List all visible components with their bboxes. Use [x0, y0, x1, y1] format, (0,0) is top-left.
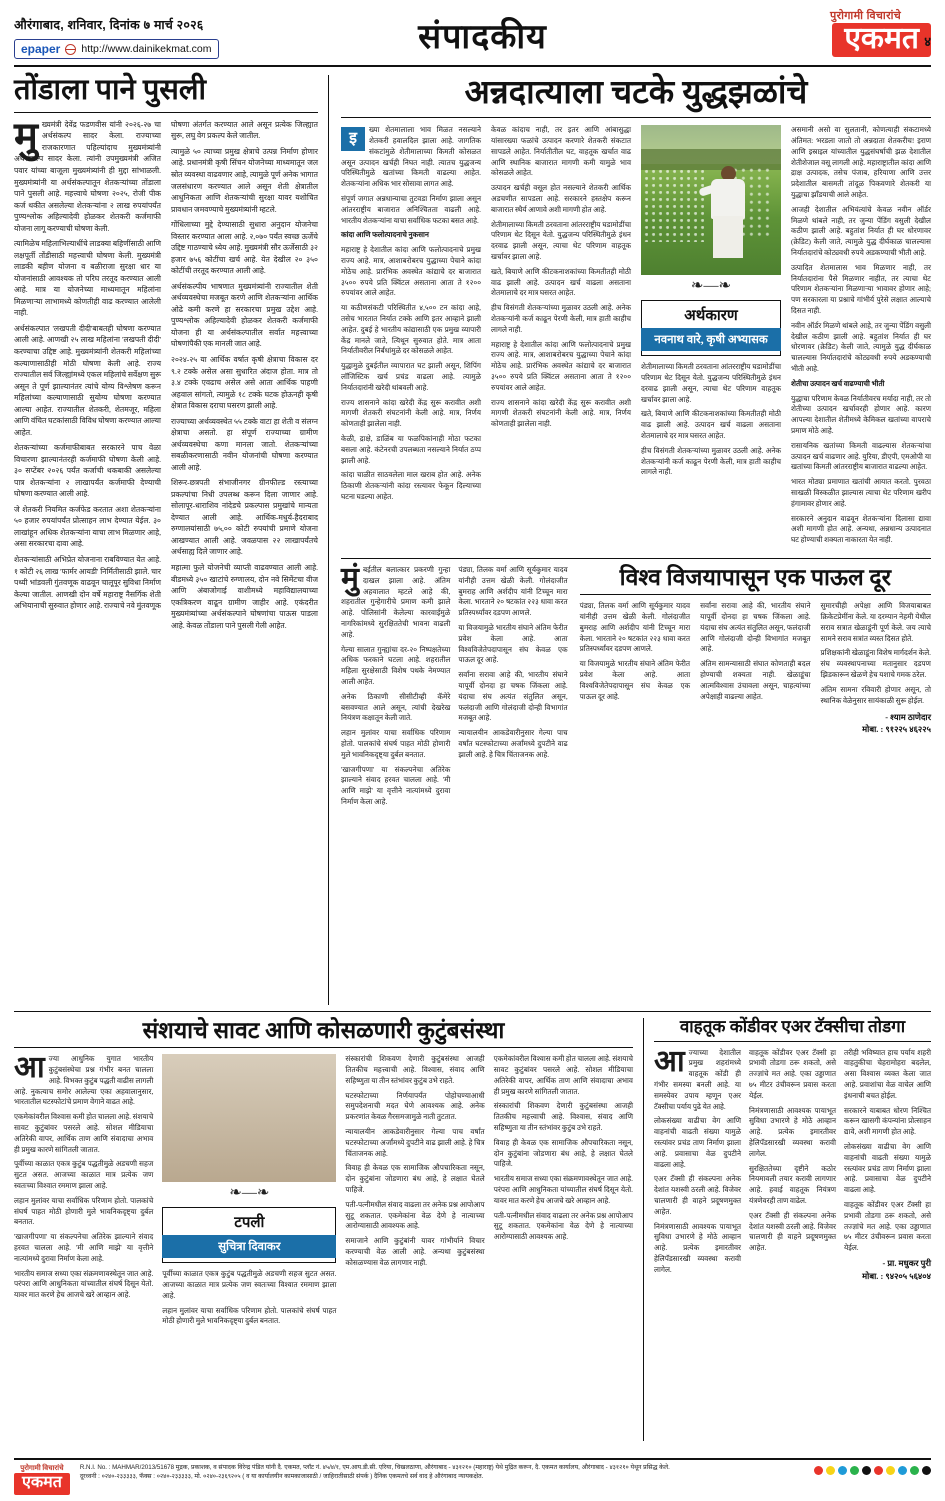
footer-imprint — [80, 1464, 804, 1482]
dropcap: मु — [14, 113, 38, 159]
paragraph: वाहतूक कोंडीवर एअर टॅक्सी हा प्रभावी तोडगा ठरू शकतो, असे तज्ज्ञांचे मत आहे. एका उड्डाणात ७५ मीटर उंचीवरून प्रवास करता येईल. — [749, 1047, 836, 1100]
paragraph: सर्वांना सरावा आहे की, भारतीय संघाने यापूर्वी दोनदा हा चषक जिंकला आहे. यंदाचा संघ अत्यंत संतुलित असून, फलंदाजी आणि गोलंदाजी दोन्ही विभागांत मजबूत आहे. — [700, 601, 811, 654]
paragraph: भारतीय समाज सध्या एका संक्रमणावस्थेतून जात आहे. परंपरा आणि आधुनिकता यांच्यातील संघर्ष दिसून येतो. यावर मात करणे हेच आजचे खरे आव्हान आहे. — [493, 1174, 633, 1205]
bl-col-3 — [345, 1054, 484, 1331]
left-article-headline: तोंडाला पाने पुसली — [14, 75, 318, 113]
paragraph: २०२४-२५ या आर्थिक वर्षात कृषी क्षेत्राचा विकास दर ९.२ टक्के असेल असा सुधारित अंदाज होता. मात्र तो ३.४ टक्के एवढाच असेल असे आता आर्थिक पाहणी अहवाल सांगतो, त्यामुळे १८ टक्के घटक होऊनही कृषी क्षेत्रात विकास दराचा घसरण झाली आहे. — [171, 354, 318, 411]
paragraph: युद्धामुळे दुबईतील व्यापारात घट झाली असून, शिपिंग लॉजिस्टिक खर्च प्रचंड वाढला आहे. त्यामुळे निर्यातदारांनी खरेदी थांबवली आहे. — [341, 361, 481, 392]
paragraph: पंड्या, तिलक वर्मा आणि सूर्यकुमार यादव यांनीही उत्तम खेळी केली. गोलंदाजीत बुमराह आणि अर्शदीप यांनी टिच्चून मारा केला. भारताने २० षटकांत २२३ धावा करत प्रतिस्पर्ध्यांवर दडपण आणले. — [458, 564, 568, 618]
epaper-label: epaper — [21, 42, 61, 56]
section-title: संपादकीय — [418, 19, 547, 56]
paragraph: गेल्या सालात गुन्ह्यांचा दर-२० निष्पक्षतेच्या अधिक फरकाने घटला आहे. शहरातील महिला सुरक्षेसाठी विशेष पथके नेमण्यात आली आहेत. — [341, 644, 451, 686]
br-col-3 — [844, 1048, 931, 1284]
br-col-2 — [749, 1048, 836, 1284]
masthead-left — [14, 10, 264, 59]
paragraph: ख्या शेतमालाला भाव मिळत नसल्याने शेतकरी हवालदिल झाला आहे. जागतिक संकटांमुळे शेतीमालाच्या किमती कोसळत असून उत्पादन खर्चही निघत नाही. त्यातच युद्धजन्य परिस्थितीमुळे खतांच्या किमती वाढल्या आहेत. शेतकऱ्यांना अधिक भार सोसावा लागत आहे. — [341, 125, 481, 189]
paragraph: उत्पादन खर्चही वसूल होत नसल्याने शेतकरी आर्थिक अडचणीत सापडला आहे. सरकारने हस्तक्षेप करून बाजारात स्थैर्य आणावे अशी मागणी होत आहे. — [491, 183, 631, 214]
bottom-right-article — [644, 1018, 931, 1441]
paragraph: सरकारने अनुदान वाढवून शेतकऱ्यांना दिलासा द्यावा अशी मागणी होत आहे. अन्यथा, अन्नधान्य उत्पादनात घट होण्याची शक्यता नाकारता येत नाही. — [791, 513, 931, 545]
bottom-left-headline: संशयाचे सावट आणि कोसळणारी कुटुंबसंस्था — [14, 1018, 633, 1048]
author-name: नवनाथ वारे, कृषी अभ्यासक — [641, 328, 781, 351]
paragraph: पूर्वीच्या काळात एकत्र कुटुंब पद्धतीमुळे अडचणी सहज सुटत असत. आजच्या काळात मात्र प्रत्येक जण स्वतःच्या विश्वात रममाण झाला आहे. — [162, 1269, 337, 1300]
main-col-3 — [641, 125, 781, 550]
farmer-legs — [713, 216, 743, 258]
epaper-url: http://www.dainikekmat.com — [81, 43, 212, 55]
paragraph: समाजाने आणि कुटुंबांनी यावर गांभीर्याने विचार करण्याची वेळ आली आहे. अन्यथा कुटुंबसंस्था कोसळण्यास वेळ लागणार नाही. — [345, 1236, 485, 1267]
paragraph: युद्धाचा परिणाम केवळ निर्यातीवरच मर्यादा नाही, तर तो शेतीच्या उत्पादन खर्चावरही होणार आहे. कारण आपल्या देशातील शेतीमध्ये केमिकल खतांच्या वापराचे प्रमाण मोठे आहे. — [791, 393, 931, 436]
paragraph: सरकारने याबाबत धोरण निश्चित करून खासगी कंपन्यांना प्रोत्साहन द्यावे, अशी मागणी होत आहे. — [844, 1105, 931, 1137]
paragraph: एकमेकांवरील विश्वास कमी होत चालला आहे. संशयाचे सावट कुटुंबांवर पसरले आहे. सोशल मीडियाचा अतिरेकी वापर, आर्थिक ताण आणि संवादाचा अभाव ही प्रमुख कारणे सांगितली जातात. — [493, 1054, 633, 1096]
paragraph: हीच विसंगती शेतकऱ्यांच्या मुळावर उठली आहे. अनेक शेतकऱ्यांनी कर्ज काढून पेरणी केली, मात्र हाती काहीच लागले नाही. — [491, 303, 631, 334]
dropcap: मुं — [341, 561, 359, 595]
paragraph: संस्कारांची शिकवण देणारी कुटुंबसंस्था आजही तितकीच महत्त्वाची आहे. विश्वास, संवाद आणि सहिष्णुता या तीन स्तंभांवर कुटुंब उभे राहते. — [345, 1054, 485, 1085]
paragraph: हीच विसंगती शेतकऱ्यांच्या मुळावर उठली आहे. अनेक शेतकऱ्यांनी कर्ज काढून पेरणी केली, मात्र हाती काहीच लागले नाही. — [641, 445, 781, 477]
bottom-right-sign — [844, 1258, 931, 1283]
paragraph: पती-पत्नीमधील संवाद वाढला तर अनेक प्रश्न आपोआप सुटू शकतात. एकमेकांना वेळ देणे हे नात्याच्या आरोग्यासाठी आवश्यक आहे. — [493, 1210, 633, 1242]
secondary-right-columns — [580, 601, 931, 708]
paragraph: घटस्फोटाच्या निर्णयापर्यंत पोहोचण्याआधी समुपदेशनाची मदत घेणे आवश्यक आहे. अनेक प्रकरणांत केवळ गैरसमजामुळे नाती तुटतात. — [345, 1090, 485, 1122]
paragraph: अर्थसंकल्पात 'लखपती दीदी'बाबतही घोषणा करण्यात आली आहे. आणखी २५ लाख महिलांना 'लखपती दीदी' करण्याचा उद्दिष्ट आहे. मुख्यमंत्र्यांनी शेतकरी महिलांच्या कल्याणासाठीही मोठी घोषणा केली आहे. राज्य राज्यातील सर्व जिल्ह्यांमध्ये एकल महिलांचे सर्वेक्षण सुरू असून ते पूर्ण झाल्यानंतर त्यांचे योग्य विश्लेषण करून महिलांच्या कल्याणासाठी सुयोग्य घोषणा करण्यात आल्या आहेत. राज्यातील शेतकरी, शेतमजूर, महिला आणि वंचित घटकांसाठी विविध घोषणा करण्यात आल्या आहेत. — [14, 323, 161, 437]
secondary-left-article — [341, 561, 568, 812]
paragraph: अनेक ठिकाणी सीसीटीव्ही कॅमेरे बसवण्यात आले असून, त्यांची देखरेख नियंत्रण कक्षातून केली जाते. — [341, 691, 451, 723]
paragraph: 'खाजगीपणा' या संकल्पनेचा अतिरेक झाल्याने संवाद हरवत चालला आहे. 'मी आणि माझे' या वृत्तीने नात्यांमध्ये दुरावा निर्माण केला आहे. — [14, 1232, 154, 1263]
bottom-right-headline: वाहतूक कोंडीवर एअर टॅक्सीचा तोडगा — [654, 1018, 931, 1042]
paragraph: लोकसंख्या वाढीचा वेग आणि वाहनांची वाढती संख्या यामुळे रस्त्यांवर प्रचंड ताण निर्माण झाला आहे. प्रवासाचा वेळ दुपटीने वाढला आहे. — [844, 1142, 931, 1195]
paragraph: कांदा चाळीत साठवलेला माल खराब होत आहे. अनेक ठिकाणी शेतकऱ्यांनी कांदा रस्त्यावर फेकून दिल्याच्या घटना घडल्या आहेत. — [341, 470, 481, 501]
paragraph: खते, बियाणे आणि कीटकनाशकांच्या किमतीतही मोठी वाढ झाली आहे. उत्पादन खर्च वाढला असताना शेतमालाचे दर मात्र घसरत आहेत. — [491, 266, 631, 298]
author-name: सुचित्रा दिवाकर — [162, 1235, 336, 1258]
paragraph: अंतिम सामना रविवारी होणार असून, तो स्थानिक वेळेनुसार सायंकाळी सुरू होईल. — [820, 684, 931, 705]
paragraph: नवीन ऑर्डर मिळणे थांबले आहे, तर जुन्या पेंडिंग वसुली देखील कठीण झाली आहे. बहुतांश निर्यात ही घर धोरणावर (क्रेडिट) केली जाते, त्यामुळे युद्ध दीर्घकाळ चालल्यास निर्यातदारांचे कोट्यवधी रुपये अडकण्याची भीती आहे. — [791, 320, 931, 374]
article-photo — [641, 125, 781, 275]
sign-contact: मोबा. : ९१२२५ ४६२२५ — [862, 725, 931, 735]
footer-line-2: दूरध्वनी : ०२४०-२३३३३३, फॅक्स : ०२४०-२३३३३३, मो. ०२४०-२३६९२०५ ( व या कार्यालयीन कामकाजासाठी / जाहिरातीसाठी संपर्क ) दैनिक एकमतचे सर्व वाद हे औरंगाबाद न्यायकक्षेत. — [79, 1473, 484, 1481]
masthead-tagline: पुरोगामी विचारांचे — [830, 10, 901, 22]
paragraph: शिरूर-छत्रपती संभाजीनगर ग्रीनफील्ड रस्त्याच्या प्रकल्पांचा निधी उपलब्ध करून दिला जाणार आहे. सोलापूर-धाराशिव नांदेडचे प्रकल्पास प्रमुखांचे मान्यता देण्यात आली आहे. आर्थिक-मधुर्य-हैदराबाद रुग्णालयांसाठी ७५,०० कोटी रुपयांची प्रमाणे योजना आखण्यात आली आहे. जवळपास २२ लाखापर्यंतचे अर्थसाह्य दिले जाणार आहे. — [171, 478, 318, 557]
paragraph: महाराष्ट्र हे देशातील कांदा आणि फलोत्पादनाचे प्रमुख राज्य आहे. मात्र, आशाबरोबरच युद्धाच्या पेचाने कांदा मोठेच आहे. प्रारंभिक अवस्थेत कांद्याचे दर बाजारात ३५०० रुपये प्रति क्विंटल असताना आता ते १२०० रुपयांवर आले आहेत. — [341, 245, 481, 298]
paragraph: आज्याच्या देशातील प्रमुख शहरांमध्ये वाहतूक कोंडी ही गंभीर समस्या बनली आहे. या समस्येवर उपाय म्हणून एअर टॅक्सीचा पर्याय पुढे येत आहे. — [654, 1044, 741, 1111]
photo-farmer — [703, 166, 757, 258]
main-col-4 — [791, 125, 931, 550]
paragraph: लोकसंख्या वाढीचा वेग आणि वाहनांची वाढती संख्या यामुळे रस्त्यांवर प्रचंड ताण निर्माण झाला आहे. प्रवासाचा वेळ दुपटीने वाढला आहे. — [654, 1116, 741, 1169]
bl-col-1 — [14, 1051, 154, 1331]
paragraph: न्यायालयीन आकडेवारीनुसार गेल्या पाच वर्षांत घटस्फोटाच्या अर्जांमध्ये दुपटीने वाढ झाली आहे. हे चित्र चिंताजनक आहे. — [458, 728, 568, 759]
paragraph: भारतीय समाज सध्या एका संक्रमणावस्थेतून जात आहे. परंपरा आणि आधुनिकता यांच्यातील संघर्ष दिसून येतो. यावर मात करणे हेच आजचे खरे आव्हान आहे. — [14, 1268, 154, 1300]
paragraph: रासायनिक खतांच्या किमती वाढल्यास शेतकऱ्यांचा उत्पादन खर्च वाढणार आहे. युरिया, डीएपी, एमओपी या खतांच्या किमती आंतरराष्ट्रीय बाजारात वाढल्या आहेत. — [791, 440, 931, 472]
footer-logo: एकमत — [14, 1473, 70, 1495]
paragraph: असमानी असो वा सुलतानी, कोणत्याही संकटामध्ये अंतिमत: भरडला जातो तो अन्नदाता शेतकरीच! इराण आणि इस्राइल यांच्यातील युद्धसंघर्षाची झळ देशातील शेतीशेजाल वसू लागली आहे. महाराष्ट्रातील कांदा आणि द्राक्ष उत्पादक, तसेच पंजाब, हरियाणा आणि उत्तर प्रदेशातील बासमती तांदूळ पिकवणारे शेतकरी या युद्धाचा झाँडयाची आले आहेत. — [791, 125, 931, 200]
paragraph: जे शेतकरी नियमित कर्जफेड करतात अशा शेतकऱ्यांना ५० हजार रुपयांपर्यंत प्रोत्साहन लाभ देण्यात येईल. ३० लाखांहून अधिक शेतकऱ्यांना याचा लाभ मिळणार आहे, असा सरकारचा दावा आहे. — [14, 504, 161, 549]
sub-heading: कांदा आणि फलोत्पादनाचे नुकसान — [341, 230, 429, 240]
bottom-right-columns — [654, 1044, 931, 1284]
footer-logo-tagline: पुरोगामी विचारांचे — [20, 1464, 64, 1473]
paragraph: पती-पत्नीमधील संवाद वाढला तर अनेक प्रश्न आपोआप सुटू शकतात. एकमेकांना वेळ देणे हे नात्याच्या आरोग्यासाठी आवश्यक आहे. — [345, 1199, 485, 1231]
author-box-title: टपली — [234, 1215, 265, 1232]
paragraph: अंतिम सामन्यासाठी संघात कोणताही बदल होण्याची शक्यता नाही. खेळाडूंचा आत्मविश्वास उंचावला असून, चाहत्यांच्या अपेक्षाही वाढल्या आहेत. — [700, 659, 811, 701]
main-body — [14, 75, 931, 1005]
paragraph: सर्वांना सरावा आहे की, भारतीय संघाने यापूर्वी दोनदा हा चषक जिंकला आहे. यंदाचा संघ अत्यंत संतुलित असून, फलंदाजी आणि गोलंदाजी दोन्ही विभागांत मजबूत आहे. — [458, 670, 568, 723]
paragraph: केळी, द्राक्षे, डाळिंब या फळपिकांनाही मोठा फटका बसला आहे. कंटेनरची उपलब्धता नसल्याने निर्यात ठप्प झाली आहे. — [341, 434, 481, 465]
dropcap: आ — [654, 1044, 685, 1078]
author-box-title: अर्थकारण — [684, 308, 738, 325]
paragraph: या विजयामुळे भारतीय संघाने अंतिम फेरीत प्रवेश केला आहे. आता विश्वविजेतेपदापासून संघ केवळ एक पाऊल दूर आहे. — [579, 659, 691, 701]
secondary-right-article — [580, 565, 931, 812]
paragraph: सुमारचीही अपेक्षा आणि विजयाबाबत क्रिकेटप्रेमींना केले. या दरम्यान नेहमी येथील सराव सत्रात खेळाडूंनी पूर्ण केले. जय त्याचे सामने सराव सत्रांत व्यस्त दिसत होते. — [820, 601, 931, 643]
footer-line-1: R.N.I. No. : MAHMAR/2013/51678 मुद्रक, प्रकाशक, व संपादक विरेन्द्र पंडित यांनी दै. एकमत, प्लॉट नं. ४५/४/१, एम.आय.डी.सी. एरिया, चिखलठाणा, औरंगाबाद - ४३१२१० (महाराष्ट्र) येथे मुद्रित करून, दै. एकमत कार्यालय, औरंगाबाद - ४३१२१० येथून प्रसिद्ध केले. — [79, 1464, 670, 1472]
photo-background — [162, 1054, 336, 1182]
paragraph: उत्पादित शेतमालास भाव मिळणार नाही, तर निर्यातदारांना पैसे मिळणार नाहीत, तर त्याचा थेट परिणाम शेतकऱ्यांना मिळणाऱ्या भावावर होणार आहे; पण सरकारला या प्रश्नाचे गांभीर्य पुरेसे लक्षात आल्याचे दिसत नाही. — [791, 262, 931, 316]
masthead-right — [701, 10, 931, 57]
ornament: ❧—❧ — [229, 1185, 270, 1202]
paragraph: आजही देशातील अभियंत्यांचे केवळ नवीन ऑर्डर मिळणे थांबले नाही, तर जुन्या पेंडिंग वसुली देखील कठीण झाली आहे. बहुतांश निर्यात ही घर धोरणावर (क्रेडिट) केली जाते, त्यामुळे युद्ध दीर्घकाळ चालल्यास निर्यातदारांचे कोट्यवधी रुपये अडकण्याची भीती आहे. — [791, 204, 931, 258]
paragraph: खते, बियाणे आणि कीटकनाशकांच्या किमतीतही मोठी वाढ झाली आहे. उत्पादन खर्च वाढला असताना शेतमालाचे दर मात्र घसरत आहेत. — [641, 409, 781, 441]
main-article — [329, 75, 931, 1005]
paragraph: प्रशिक्षकांनी खेळाडूंना विशेष मार्गदर्शन केले. संघ व्यवस्थापनाच्या मतानुसार दडपण झिडकारून खेळणे हेच यशाचे गमक ठरेल. — [820, 648, 931, 680]
paragraph: वाहतूक कोंडीवर एअर टॅक्सी हा प्रभावी तोडगा ठरू शकतो, असे तज्ज्ञांचे मत आहे. एका उड्डाणात ७५ मीटर उंचीवरून प्रवास करता येईल. — [844, 1200, 931, 1253]
paragraph: केवळ कांदाच नाही, तर इतर आणि आंबासुद्धा यांसारख्या फळांचे उत्पादन करणारे शेतकरी संकटात सापडले आहेत. निर्यातीतील घट, वाहतूक खर्चात वाढ आणि स्थानिक बाजारात मागणी कमी यामुळे भाव कोसळले आहेत. — [491, 125, 631, 178]
divider — [341, 558, 931, 559]
paragraph: निमंत्रणासाठी आवश्यक पायाभूत सुविधा उभारणे हे मोठे आव्हान आहे. प्रत्येक इमारतीवर हेलिपॅडसारखी व्यवस्था करावी लागेल. — [749, 1105, 836, 1158]
group-photo — [162, 1054, 336, 1182]
masthead — [14, 10, 931, 67]
paragraph: लहान मुलांवर याचा सर्वाधिक परिणाम होतो. पालकांचे संघर्ष पाहत मोठी होणारी मुले भावनिकदृष्ट्या दुर्बल बनतात. — [162, 1305, 337, 1326]
secondary-sign — [580, 712, 931, 737]
paragraph: त्यामिळेच महिलाभिल्याधींचे लाडक्या बहिणींसाठी आणि लक्षपूर्ती तोंडीसाठी महत्त्वाची घोषणा केली. मुख्यमंत्री लाडकी बहीण योजना व बळीराजा सुरक्षा धार या योजनांसाठी आवश्यक तो परिघ तरतूद करण्यात आली आहे. मात्र या योजनेच्या माध्यमातून महिलांना मिळणाऱ्या लाभामध्ये कोणतीही वाढ करण्यात आलेली नाही. — [14, 239, 161, 318]
globe-icon — [65, 44, 76, 55]
paragraph: संपूर्ण जगात अन्नधान्याचा तुटवडा निर्माण झाला असून आंतरराष्ट्रीय बाजारात अनिश्चितता वाढली आहे. भारतीय शेतकऱ्यांना याचा सर्वाधिक फटका बसत आहे. — [341, 194, 481, 225]
main-article-columns — [341, 125, 931, 550]
paragraph: राज्य शासनाने कांदा खरेदी केंद्र सुरू करावीत अशी मागणी शेतकरी संघटनांनी केली आहे. मात्र, निर्णय कोणताही झालेला नाही. — [491, 397, 631, 429]
paragraph: न्यायालयीन आकडेवारीनुसार गेल्या पाच वर्षांत घटस्फोटाच्या अर्जांमध्ये दुपटीने वाढ झाली आहे. हे चित्र चिंताजनक आहे. — [345, 1127, 485, 1158]
paragraph: मुंबईतील बलात्कार प्रकरणी गुन्हा दाखल झाला आहे. अंतिम अहवालात म्हटले आहे की, शहरातील गुन्हेगारीचे प्रमाण कमी झाले आहे. पोलिसांनी केलेल्या कारवाईमुळे नागरिकांमध्ये सुरक्षिततेची भावना वाढली आहे. — [341, 561, 451, 639]
secondary-row — [341, 561, 931, 812]
paragraph: तरीही भविष्यात हाच पर्याय शहरी वाहतुकीचा चेहरामोहरा बदलेल, असा विश्वास व्यक्त केला जात आहे. प्रवाशांचा वेळ वाचेल आणि इंधनाची बचत होईल. — [844, 1047, 931, 1100]
paragraph: गोंधिलाच्या मुद्दे देण्यासाठी सुधारा अनुदान योजनेचा विस्तार करण्यात आला आहे. २,०७० पर्यंत स्वच्छ ऊर्जेचे उद्दिष्ट गाठण्याचे ध्येय आहे. मुख्यमंत्री सौर ऊर्जेसाठी ३२ हजार ७५६ कोटींचा खर्च आहे. येत देखील २० ३५० कोटींची तरतूद करण्यात आली आहे. — [171, 220, 318, 276]
bottom-left-article — [14, 1018, 644, 1441]
paragraph: निमंत्रणासाठी आवश्यक पायाभूत सुविधा उभारणे हे मोठे आव्हान आहे. प्रत्येक इमारतीवर हेलिपॅडसारखी व्यवस्था करावी लागेल. — [654, 1221, 741, 1274]
masthead-logo: एकमत — [832, 23, 931, 57]
paragraph: शेतीमालाच्या किमती ठरवताना आंतरराष्ट्रीय घडामोडींचा परिणाम थेट दिसून येतो. युद्धजन्य परिस्थितीमुळे इंधन दरवाढ झाली असून, त्याचा थेट परिणाम वाहतूक खर्चावर झाला आहे. — [641, 362, 781, 404]
epaper-link[interactable] — [14, 39, 219, 59]
sub-heading: शेतीचा उत्पादन खर्च वाढण्याची भीती — [791, 378, 885, 388]
bl-col-2 — [162, 1054, 336, 1331]
paragraph: त्यामुळे ५० त्याच्या प्रमुख क्षेत्राचे उत्पन्न निर्माण होणार आहे. प्रधानमंत्री कृषी सिंचन योजनेच्या माध्यमातून जल स्रोत व्यवस्था वाढवणार आहे, त्यामुळे पूर्ण अनेक भागात जलसंधारण करण्यात आले असून शेती क्षेत्रातील आधुनिकता आणि शेतकऱ्यांची सुरक्षा यावर यशोचित प्रावधान जमवण्याचे मुख्यमंत्र्यांनी म्हटले. — [171, 146, 318, 214]
paragraph: भारत मोठ्या प्रमाणात खतांची आयात करतो. पुरवठा साखळी विस्कळीत झाल्यास त्याचा थेट परिणाम खरीप हंगामावर होणार आहे. — [791, 477, 931, 508]
paragraph: एअर टॅक्सी ही संकल्पना अनेक देशांत यशस्वी ठरली आहे. विजेवर चालणारी ही वाहने प्रदूषणमुक्त आहेत. — [749, 1210, 836, 1253]
left-article-columns — [14, 113, 318, 631]
paragraph: विवाह ही केवळ एक सामाजिक औपचारिकता नसून, दोन कुटुंबांना जोडणारा बंध आहे, हे लक्षात घेतले पाहिजे. — [345, 1163, 485, 1195]
paragraph: संस्कारांची शिकवण देणारी कुटुंबसंस्था आजही तितकीच महत्त्वाची आहे. विश्वास, संवाद आणि सहिष्णुता या तीन स्तंभांवर कुटुंब उभे राहते. — [493, 1101, 633, 1133]
photo-spray-left — [641, 170, 705, 242]
dropcap-badge: इ — [341, 127, 365, 151]
paragraph: शेतकऱ्यांसाठी अभिप्रेत योजनाना राबविण्यात येत आहे. १ कोटी २६ लाख 'फार्मर आयडी' निर्मितीसाठी झाले. चार पथ्यी भांडवली गुंतवणूक वाढवून चालूपूर सुविधा निर्माण केल्या जातील. आणखी दोन वर्षे महाराष्ट्र नैसर्गिक शेती अभियानाची सुरुवात होणार आहे. राज्याचे नवे मुंतवणूक घोषणा अंतर्गत करण्यात आले असून प्रत्येक जिल्ह्यात सुरू, लघु वेग प्रकल्प केले जातील. — [14, 119, 318, 611]
paragraph: मुख्यमंत्री देवेंद्र फडणवीस यांनी २०२६-२७ चा अर्थसंकल्प सादर केला. राज्याच्या राजकारणात पहिल्यांदाच मुख्यमंत्र्यांनी अर्थसंकल्प सादर केला. त्यांनी उपमुख्यमंत्री अजित पवार यांच्या बाजूला मुख्यमंत्र्यांनी ही मुद्दा सांभाळली. मुख्यमंत्र्यांनी या अर्थसंकल्पातून शेतकऱ्यांच्या तोंडाला पाने पुसली आहे. महत्त्वाचे घोषणा २०२५, रोजी पीक कर्ज थकीत असलेल्या शेतकऱ्यांना २ लाख रुपयांपर्यंत पुण्यश्लोक अहिल्यादेवी होळकर शेतकरी कर्जमाफी योजना लागू करण्याची घोषणा केली. — [14, 113, 161, 233]
paragraph: एअर टॅक्सी ही संकल्पना अनेक देशांत यशस्वी ठरली आहे. विजेवर चालणारी ही वाहने प्रदूषणमुक्त आहेत. — [654, 1174, 741, 1216]
paragraph: लहान मुलांवर याचा सर्वाधिक परिणाम होतो. पालकांचे संघर्ष पाहत मोठी होणारी मुले भावनिकदृष्ट्या दुर्बल बनतात. — [341, 728, 451, 759]
paragraph: महाराष्ट्र हे देशातील कांदा आणि फलोत्पादनाचे प्रमुख राज्य आहे. मात्र, आशाबरोबरच युद्धाच्या पेचाने कांदा मोठेच आहे. प्रारंभिक अवस्थेत कांद्याचे दर बाजारात ३५०० रुपये प्रति क्विंटल असताना आता ते १२०० रुपयांवर आले आहेत. — [491, 339, 631, 392]
paragraph: या विजयामुळे भारतीय संघाने अंतिम फेरीत प्रवेश केला आहे. आता विश्वविजेतेपदापासून संघ केवळ एक पाऊल दूर आहे. — [458, 622, 568, 665]
paragraph: महात्मा फुले योजनेची व्याप्ती वाढवण्यात आली आहे. बीडमध्ये ३५० खाटांचे रुग्णालय, दोन नवे सिमेंटचा वीज आणि अंबाजोगाई वाशीमध्ये महाविद्यालयाच्या एकत्रिकरण वाढून ग्रामीण जाहीर आहे. एकंदरीत मुख्यमंत्र्यांच्या अर्थसंकल्पाने घोषणांचा पाऊस पाडला आहे. केवळ तोंडाला पाने पुसली गेली आहेत. — [171, 563, 318, 630]
dateline: औरंगाबाद, शनिवार, दिनांक ७ मार्च २०२६ — [14, 18, 204, 32]
paragraph: आज्या आधुनिक युगात भारतीय कुटुंबसंस्थेचा प्रश्न गंभीर बनत चालला आहे. विभक्त कुटुंब पद्धती वाढीस लागली आहे. नुकत्याच समोर आलेल्या एका अहवालानुसार, भारतातील घटस्फोटांचे प्रमाण वेगाने वाढत आहे. — [14, 1051, 154, 1107]
sign-name: - प्रा. मधुकर पुरी — [882, 1259, 931, 1269]
footer — [14, 1458, 931, 1495]
bl-col-4 — [494, 1054, 633, 1331]
secondary-headline: विश्व विजयापासून एक पाऊल दूर — [580, 565, 931, 595]
paragraph: सुरक्षिततेच्या दृष्टीने कठोर नियमावली तयार करावी लागणार आहे. हवाई वाहतूक नियंत्रण यंत्रणेवरही ताण वाढेल. — [749, 1163, 836, 1206]
page-number: ४ — [924, 34, 931, 49]
bottom-section — [14, 1011, 931, 1441]
paragraph: राज्य शासनाने कांदा खरेदी केंद्र सुरू करावीत अशी मागणी शेतकरी संघटनांनी केली आहे. मात्र, निर्णय कोणताही झालेला नाही. — [341, 397, 481, 429]
paragraph: 'खाजगीपणा' या संकल्पनेचा अतिरेक झाल्याने संवाद हरवत चालला आहे. 'मी आणि माझे' या वृत्तीने नात्यांमध्ये दुरावा निर्माण केला आहे. — [341, 764, 451, 806]
paragraph: पंड्या, तिलक वर्मा आणि सूर्यकुमार यादव यांनीही उत्तम खेळी केली. गोलंदाजीत बुमराह आणि अर्शदीप यांनी टिच्चून मारा केला. भारताने २० षटकांत २२३ धावा करत प्रतिस्पर्ध्यांवर दडपण आणले. — [579, 601, 691, 654]
author-box — [641, 300, 781, 356]
color-registration-bar — [814, 1466, 931, 1475]
main-article-headline: अन्नदात्याला चटके युद्धझळांचे — [341, 75, 931, 118]
main-col-1 — [341, 125, 481, 550]
paragraph: शेतीमालाच्या किमती ठरवताना आंतरराष्ट्रीय घडामोडींचा परिणाम थेट दिसून येतो. युद्धजन्य परिस्थितीमुळे इंधन दरवाढ झाली असून, त्याचा थेट परिणाम वाहतूक खर्चावर झाला आहे. — [491, 219, 631, 262]
paragraph: अर्थसंकल्पीय भाषणात मुख्यमंत्र्यांनी राज्यातील शेती अर्थव्यवस्थेचा मजबूत करणे आणि शेतकऱ्यांना आर्थिक ओढे कमी करणे हा सरकारचा प्रमुख उद्देश आहे. पुण्यश्लोक अहिल्यादेवी होळकर शेतकरी कर्जमाफी योजना ही या अर्थसंकल्पातील सर्वात महत्त्वाच्या घोषणांपैकी एक मानली जात आहे. — [171, 281, 318, 349]
sign-name: - श्याम ठाणेदार — [885, 712, 931, 722]
footer-logo-block — [14, 1464, 70, 1495]
paragraph: पूर्वीच्या काळात एकत्र कुटुंब पद्धतीमुळे अडचणी सहज सुटत असत. आजच्या काळात मात्र प्रत्येक जण स्वतःच्या विश्वात रममाण झाला आहे. — [14, 1159, 154, 1191]
paragraph: विवाह ही केवळ एक सामाजिक औपचारिकता नसून, दोन कुटुंबांना जोडणारा बंध आहे, हे लक्षात घेतले पाहिजे. — [493, 1137, 633, 1169]
left-article — [14, 75, 329, 1005]
paragraph: शेतकऱ्यांच्या कर्जमाफीबाबत सरकारने पाच वेळा विचारणा झाल्यानंतरही कर्जमाफी घोषणा केली आहे. ३० सप्टेंबर २०२६ पर्यंत कर्जाची थकबाकी असलेल्या पात्र शेतकऱ्यांना २ लाखापर्यंत कर्जमाफी देण्याची घोषणा करण्यात आली आहे. — [14, 443, 161, 499]
br-col-1 — [654, 1044, 741, 1284]
author-box — [162, 1207, 336, 1263]
sign-contact: मोबा. : ९४२०५ ५६४०४ — [862, 1271, 931, 1281]
ornament: ❧—❧ — [690, 278, 732, 295]
dropcap: आ — [14, 1051, 45, 1085]
paragraph: या कठीणसंकटी परिस्थितीत ४,५०० टन कांदा आहे, तसेच भारतात निर्यात टक्के आणि इतर आव्हाने झाली आहेत. दुबई हे भारतीय कांद्यासाठी एक प्रमुख व्यापारी केंद्र मानले जाते, त्यिथून सुरुवात होते. मात्र आता निर्यातीवरील निर्बंधांमुळे दर कोसळले आहेत. — [341, 303, 481, 356]
bottom-left-columns — [14, 1051, 633, 1331]
paragraph: लहान मुलांवर याचा सर्वाधिक परिणाम होतो. पालकांचे संघर्ष पाहत मोठी होणारी मुले भावनिकदृष्ट्या दुर्बल बनतात. — [14, 1195, 154, 1227]
masthead-center — [264, 10, 701, 58]
paragraph: राज्याच्या अर्थव्यवस्थेत ५५ टक्के वाटा हा शेती व संलग्न क्षेत्राचा असतो. हा संपूर्ण राज्याच्या ग्रामीण अर्थव्यवस्थेचा कणा मानला जातो. शेतकऱ्यांच्या सबळीकरणासाठी नवीन योजनांची घोषणा करण्यात आली आहे. — [171, 416, 318, 472]
main-col-2 — [491, 125, 631, 550]
paragraph: एकमेकांवरील विश्वास कमी होत चालला आहे. संशयाचे सावट कुटुंबांवर पसरले आहे. सोशल मीडियाचा अतिरेकी वापर, आर्थिक ताण आणि संवादाचा अभाव ही प्रमुख कारणे सांगितली जातात. — [14, 1112, 154, 1154]
